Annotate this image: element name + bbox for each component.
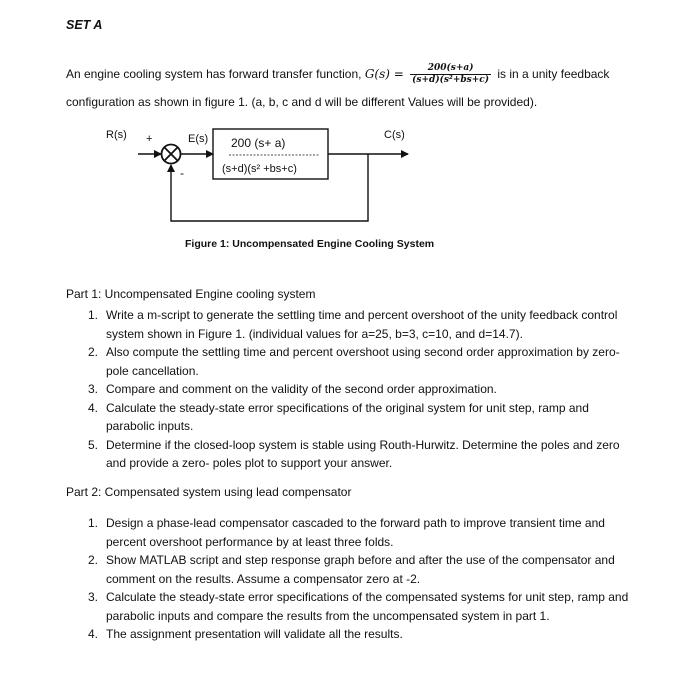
part2-list bbox=[84, 514, 634, 644]
block-numerator: 200 (s+ a) bbox=[231, 136, 286, 150]
intro-text-after: is in a unity feedback bbox=[494, 67, 610, 81]
list-item: 2. Show MATLAB script and step response graph before and after the use of the compensator and comment on the results. Assume a compensator zero at -2. bbox=[88, 553, 615, 586]
list-item: 5. Determine if the closed-loop system is stable using Routh-Hurwitz. Determine the poles and zero and provide a zero- poles plot to support your answer. bbox=[88, 437, 620, 470]
list-item: 3. Compare and comment on the validity of the second order approximation. bbox=[88, 382, 497, 396]
list-item: 4. Calculate the steady-state error specifications of the original system for unit step, ramp and parabolic inputs. bbox=[88, 400, 589, 433]
figure-caption: Figure 1: Uncompensated Engine Cooling System bbox=[185, 238, 435, 250]
formula-denominator: (s+d)(s²+bs+c) bbox=[412, 75, 490, 86]
part2-title: Part 2: Compensated system using lead compensator bbox=[66, 485, 352, 499]
list-item: 2. Also compute the settling time and percent overshoot using second order approximation by zero-pole cancellation. bbox=[88, 345, 620, 378]
input-label: R(s) bbox=[106, 129, 127, 141]
formula-numerator: 200(s+a) bbox=[410, 63, 491, 75]
set-title: SET A bbox=[66, 18, 103, 32]
minus-sign: - bbox=[180, 166, 184, 180]
output-label: C(s) bbox=[384, 129, 405, 141]
block-denominator: (s+d)(s² +bs+c) bbox=[222, 163, 297, 175]
formula-lhs: G(s) = bbox=[364, 67, 404, 81]
block-diagram bbox=[96, 120, 426, 230]
list-item: 1. Design a phase-lead compensator cascaded to the forward path to improve transient time and percent overshoot performance by at least three folds. bbox=[88, 516, 605, 549]
plus-sign: + bbox=[146, 133, 153, 145]
list-item: 3. Calculate the steady-state error specifications of the compensated systems for unit step, ramp and parabolic inputs and compare the results from the uncompensated system in part 1. bbox=[88, 590, 629, 623]
intro-line-2: configuration as shown in figure 1. (a, b, c and d will be different Values will be provided). bbox=[66, 95, 538, 109]
error-label: E(s) bbox=[188, 133, 209, 145]
part1-title: Part 1: Uncompensated Engine cooling system bbox=[66, 287, 316, 301]
intro-text: An engine cooling system has forward transfer function, bbox=[66, 67, 365, 81]
list-item: 1. Write a m-script to generate the settling time and percent overshoot of the unity feedback control system shown in Figure 1. (individual values for a=25, b=3, c=10, and d=14.7). bbox=[88, 308, 618, 341]
list-item: 4. The assignment presentation will validate all the results. bbox=[88, 627, 403, 641]
intro-line-1 bbox=[66, 60, 626, 88]
part1-list bbox=[84, 306, 634, 473]
transfer-function-fraction bbox=[410, 63, 491, 86]
summing-junction bbox=[162, 145, 181, 164]
